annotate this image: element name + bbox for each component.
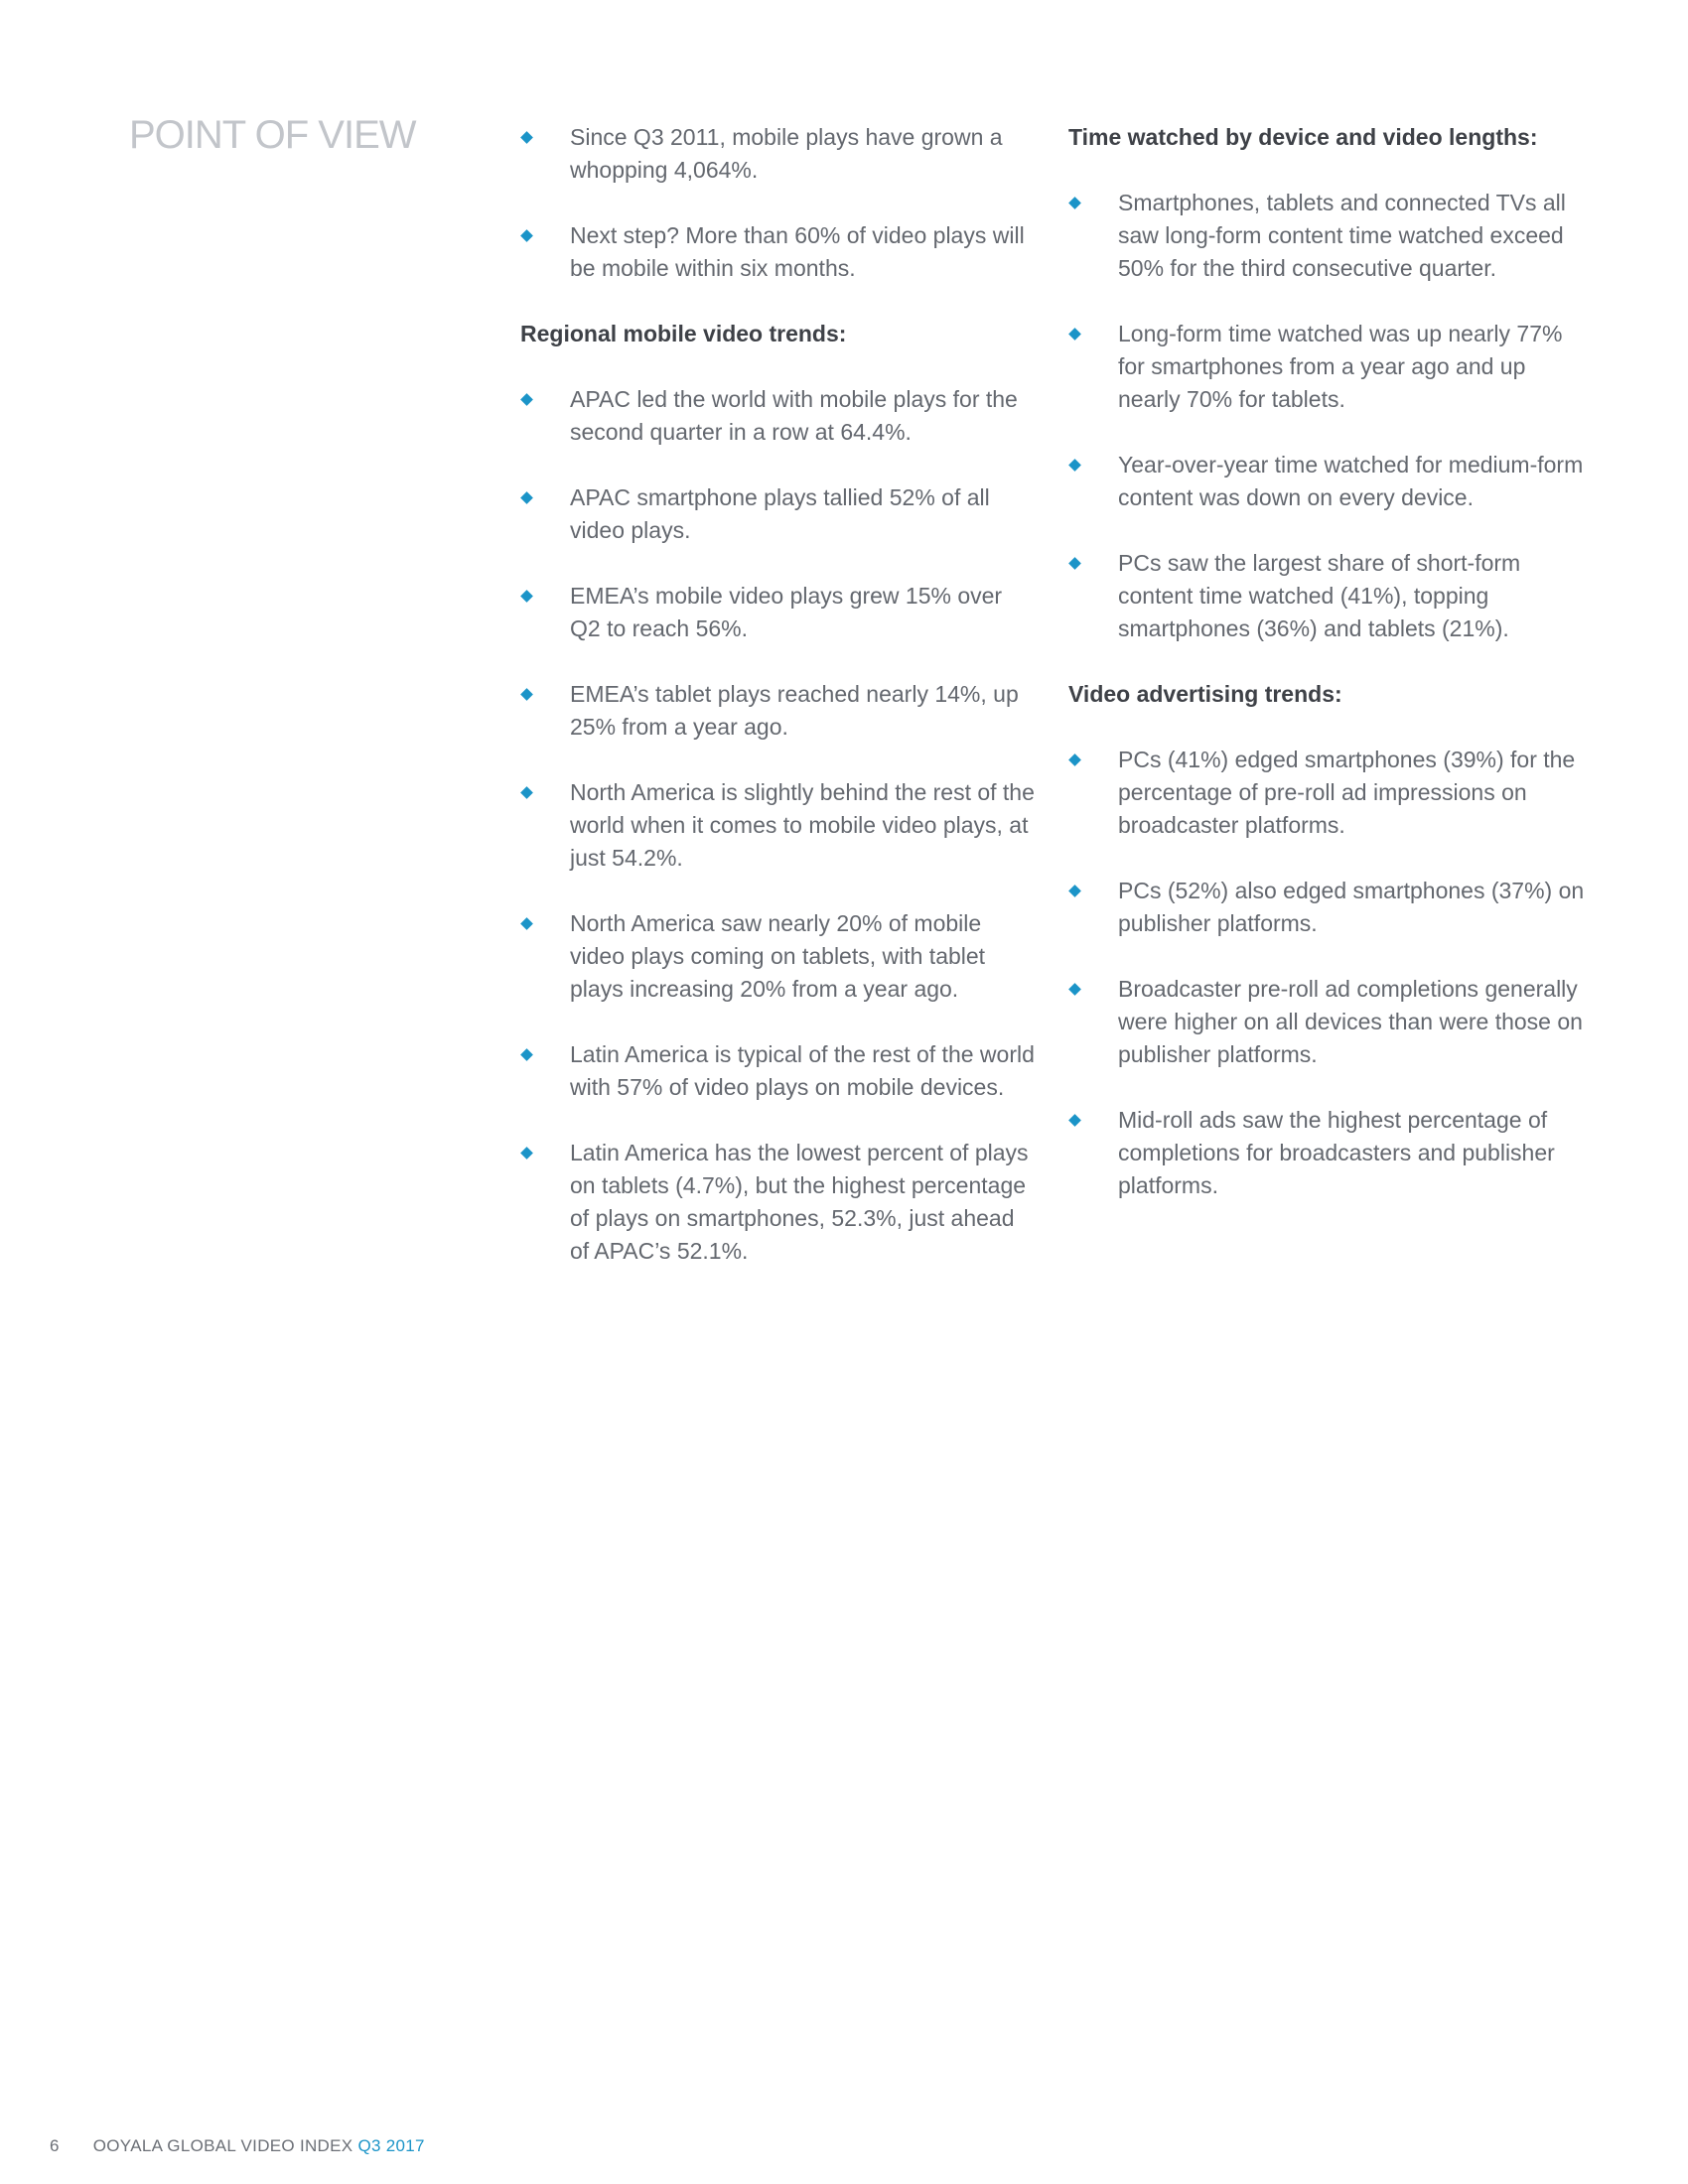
bullet-item bbox=[520, 481, 1037, 547]
diamond-bullet-icon bbox=[520, 786, 533, 799]
bullet-item bbox=[520, 678, 1037, 744]
bullet-text: North America is slightly behind the rest of the world when it comes to mobile video plays, at just 54.2%. bbox=[570, 779, 1035, 871]
bullet-text: APAC smartphone plays tallied 52% of all video plays. bbox=[570, 484, 990, 543]
diamond-bullet-icon bbox=[520, 393, 533, 406]
bullet-text: Mid-roll ads saw the highest percentage of completions for broadcasters and publisher platforms. bbox=[1118, 1107, 1555, 1198]
bullet-item bbox=[520, 1137, 1037, 1268]
diamond-bullet-icon bbox=[1068, 885, 1081, 897]
section-title: POINT OF VIEW bbox=[129, 113, 416, 157]
bullet-item bbox=[520, 907, 1037, 1006]
bullet-text: PCs (41%) edged smartphones (39%) for the percentage of pre-roll ad impressions on broadcaster platforms. bbox=[1118, 747, 1576, 838]
regional-trends-heading: Regional mobile video trends: bbox=[520, 321, 847, 346]
time-watched-heading: Time watched by device and video lengths: bbox=[1068, 124, 1538, 150]
diamond-bullet-icon bbox=[520, 1048, 533, 1061]
bullet-item bbox=[520, 580, 1037, 645]
bullet-text: Year-over-year time watched for medium-form content was down on every device. bbox=[1118, 452, 1584, 510]
diamond-bullet-icon bbox=[520, 1147, 533, 1160]
bullet-text: North America saw nearly 20% of mobile video plays coming on tablets, with tablet plays increasing 20% from a year ago. bbox=[570, 910, 986, 1002]
diamond-bullet-icon bbox=[1068, 459, 1081, 472]
diamond-bullet-icon bbox=[1068, 328, 1081, 341]
bullet-text: PCs (52%) also edged smartphones (37%) on publisher platforms. bbox=[1118, 878, 1585, 936]
diamond-bullet-icon bbox=[1068, 557, 1081, 570]
bullet-text: Broadcaster pre-roll ad completions generally were higher on all devices than were those on publisher platforms. bbox=[1118, 976, 1583, 1067]
bullet-item bbox=[1068, 449, 1585, 514]
bullet-item bbox=[1068, 187, 1585, 285]
diamond-bullet-icon bbox=[520, 590, 533, 603]
bullet-text: EMEA’s tablet plays reached nearly 14%, up 25% from a year ago. bbox=[570, 681, 1019, 740]
bullet-text: Long-form time watched was up nearly 77% for smartphones from a year ago and up nearly 70% for tablets. bbox=[1118, 321, 1563, 412]
bullet-item bbox=[520, 1038, 1037, 1104]
bullet-text: Latin America is typical of the rest of the world with 57% of video plays on mobile devices. bbox=[570, 1041, 1035, 1100]
diamond-bullet-icon bbox=[520, 491, 533, 504]
diamond-bullet-icon bbox=[1068, 753, 1081, 766]
bullet-item bbox=[1068, 973, 1585, 1071]
bullet-item bbox=[520, 121, 1037, 187]
bullet-item bbox=[1068, 875, 1585, 940]
bullet-text: APAC led the world with mobile plays for the second quarter in a row at 64.4%. bbox=[570, 386, 1018, 445]
diamond-bullet-icon bbox=[1068, 1114, 1081, 1127]
bullet-text: Latin America has the lowest percent of plays on tablets (4.7%), but the highest percentage of plays on smartphones, 52.3%, just ahead of APAC’s 52.1%. bbox=[570, 1140, 1029, 1264]
diamond-bullet-icon bbox=[1068, 983, 1081, 996]
diamond-bullet-icon bbox=[1068, 197, 1081, 209]
bullet-item bbox=[1068, 1104, 1585, 1202]
bullet-item bbox=[1068, 744, 1585, 842]
publication-quarter: Q3 2017 bbox=[357, 2136, 425, 2155]
bullet-item bbox=[1068, 318, 1585, 416]
bullet-text: EMEA’s mobile video plays grew 15% over Q2 to reach 56%. bbox=[570, 583, 1003, 641]
bullet-item bbox=[520, 383, 1037, 449]
bullet-text: Since Q3 2011, mobile plays have grown a whopping 4,064%. bbox=[570, 124, 1003, 183]
bullet-text: PCs saw the largest share of short-form content time watched (41%), topping smartphones (36%) and tablets (21%). bbox=[1118, 550, 1521, 641]
bullet-text: Next step? More than 60% of video plays will be mobile within six months. bbox=[570, 222, 1025, 281]
diamond-bullet-icon bbox=[520, 131, 533, 144]
bullet-item bbox=[520, 219, 1037, 285]
left-column bbox=[520, 121, 1037, 1300]
diamond-bullet-icon bbox=[520, 917, 533, 930]
right-column bbox=[1068, 121, 1585, 1235]
diamond-bullet-icon bbox=[520, 688, 533, 701]
ad-trends-heading: Video advertising trends: bbox=[1068, 681, 1342, 707]
page-footer bbox=[50, 2136, 425, 2156]
publication-name: OOYALA GLOBAL VIDEO INDEX bbox=[92, 2136, 353, 2155]
bullet-item bbox=[520, 776, 1037, 875]
diamond-bullet-icon bbox=[520, 229, 533, 242]
page-number: 6 bbox=[50, 2136, 60, 2155]
bullet-text: Smartphones, tablets and connected TVs all saw long-form content time watched exceed 50% for the third consecutive quarter. bbox=[1118, 190, 1566, 281]
bullet-item bbox=[1068, 547, 1585, 645]
